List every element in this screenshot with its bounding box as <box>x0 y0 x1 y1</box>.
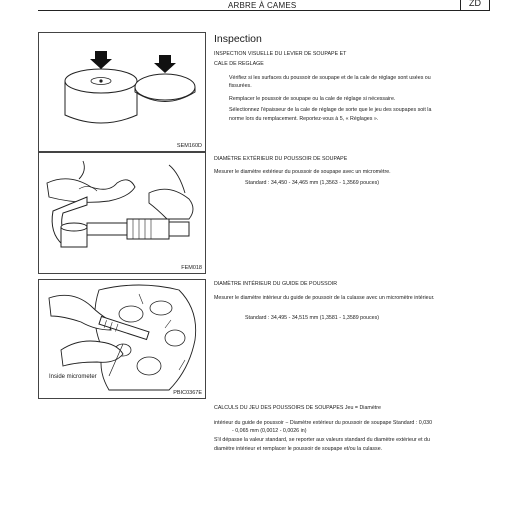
figure-label: Inside micrometer <box>49 374 97 380</box>
figure-inside-micrometer <box>38 279 206 399</box>
outer-diameter-standard: Standard : 34,450 - 34,465 mm (1,3563 - 1,3569 pouces) <box>245 180 379 186</box>
clearance-line2: - 0,065 mm (0,0012 - 0,0026 in) <box>232 428 307 434</box>
inside-micrometer-illustration <box>39 280 205 398</box>
inspection-para3-line1: Sélectionnez l'épaisseur de la cale de réglage de sorte que le jeu des soupapes soit la <box>229 107 432 113</box>
clearance-line3: S'il dépasse la valeur standard, se reporter aux valeurs standard du diamètre extérieur et du <box>214 437 430 443</box>
figure-micrometer <box>38 152 206 274</box>
inspection-heading-line2: CALE DE REGLAGE <box>214 61 264 67</box>
inner-diameter-heading: DIAMÈTRE INTÉRIEUR DU GUIDE DE POUSSOIR <box>214 281 338 287</box>
section-code-badge: ZD <box>460 0 490 11</box>
header-title: ARBRE À CAMES <box>228 1 297 10</box>
micrometer-illustration <box>39 153 205 273</box>
figure-caption: FEM018 <box>181 265 202 271</box>
section-title-inspection: Inspection <box>214 33 262 45</box>
inner-diameter-standard: Standard : 34,495 - 34,515 mm (1,3581 - 1,3589 pouces) <box>245 315 379 321</box>
clearance-line1: intérieur du guide de poussoir − Diamètre extérieur du poussoir de soupape Standard : 0,030 <box>214 420 433 426</box>
figure-caption: PBIC0367E <box>173 390 202 396</box>
inspection-para2: Remplacer le poussoir de soupape ou la cale de réglage si nécessaire. <box>229 96 396 102</box>
inner-diameter-instruction: Mesurer le diamètre intérieur du guide de poussoir de la culasse avec un micromètre intérieur. <box>214 295 435 301</box>
inspection-heading-line1: INSPECTION VISUELLE DU LEVIER DE SOUPAPE ET <box>214 51 347 57</box>
tappet-shim-illustration <box>39 33 205 151</box>
outer-diameter-heading: DIAMÈTRE EXTÉRIEUR DU POUSSOIR DE SOUPAPE <box>214 156 348 162</box>
outer-diameter-instruction: Mesurer le diamètre extérieur du poussoir de soupape avec un micromètre. <box>214 169 391 175</box>
inspection-para1-line1: Vérifiez si les surfaces du poussoir de soupape et de la cale de réglage sont usées ou <box>229 75 431 81</box>
figure-caption: SEM160D <box>176 143 202 149</box>
inspection-para1-line2: fissurées. <box>229 83 252 89</box>
clearance-heading: CALCULS DU JEU DES POUSSOIRS DE SOUPAPES Jeu = Diamètre <box>214 405 381 411</box>
header-rule <box>38 10 490 11</box>
figure-tappet-shim <box>38 32 206 152</box>
inspection-para3-line2: norme lors du remplacement. Reportez-vous à 5, « Réglages ». <box>229 116 379 122</box>
clearance-line4: diamètre intérieur et remplacer le poussoir de soupape et/ou la culasse. <box>214 446 383 452</box>
